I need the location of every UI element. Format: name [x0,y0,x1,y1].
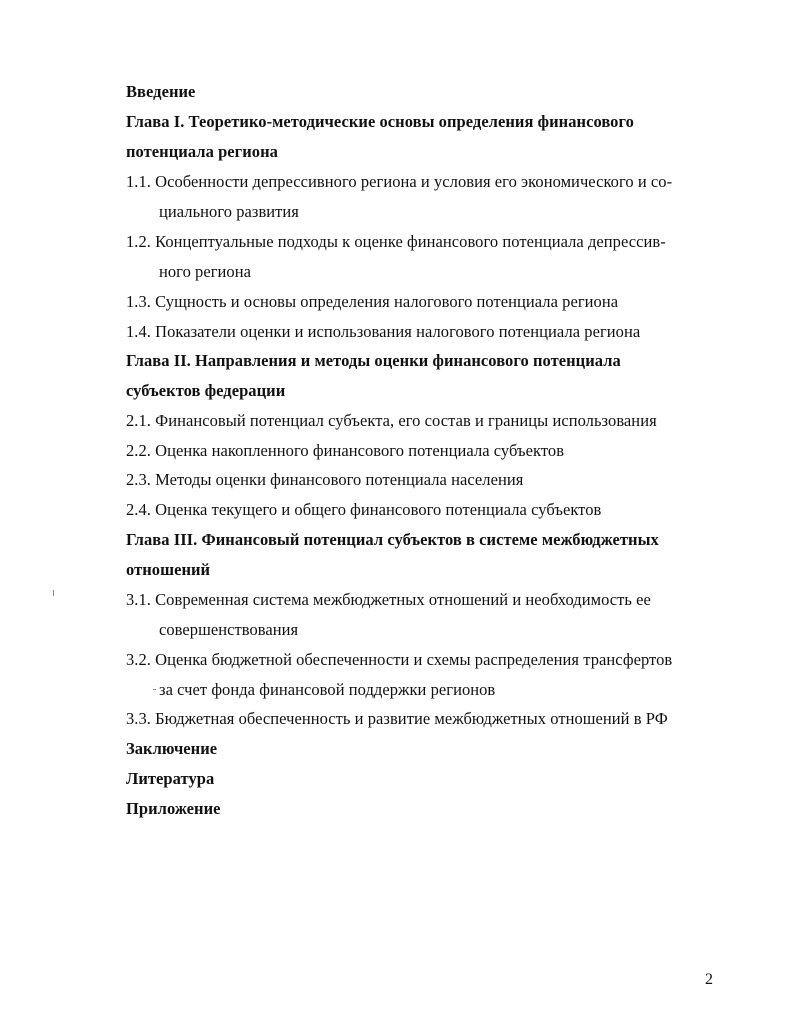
toc-section-1-1-cont: циального развития [159,202,299,221]
toc-section-3-1-cont: совершенствования [159,620,299,639]
toc-section-3-1: 3.1. Современная система межбюджетных отношений и необходимость ее [126,590,651,609]
toc-section-3-2-cont: за счет фонда финансовой поддержки регионов [159,680,496,699]
scan-speck [53,590,54,596]
scan-speck [153,689,156,690]
page-number: 2 [705,971,713,988]
toc-section-2-4: 2.4. Оценка текущего и общего финансового потенциала субъектов [126,500,602,519]
toc-conclusion: Заключение [126,739,218,758]
toc-section-1-1: 1.1. Особенности депрессивного региона и условия его экономического и со- [126,172,673,191]
toc-chapter-1-title-cont: потенциала региона [126,142,278,161]
toc-section-2-2: 2.2. Оценка накопленного финансового потенциала субъектов [126,441,565,460]
toc-chapter-3-title: Глава III. Финансовый потенциал субъектов в системе межбюджетных [126,530,659,549]
toc-chapter-2-title-cont: субъектов федерации [126,381,286,400]
toc-appendix: Приложение [126,799,221,818]
toc-literature: Литература [126,769,215,788]
toc-section-2-3: 2.3. Методы оценки финансового потенциала населения [126,470,524,489]
toc-section-1-4: 1.4. Показатели оценки и использования налогового потенциала региона [126,322,641,341]
toc-section-1-3: 1.3. Сущность и основы определения налогового потенциала региона [126,292,619,311]
toc-section-1-2-cont: ного региона [159,262,251,281]
toc-chapter-3-title-cont: отношений [126,560,211,579]
toc-introduction: Введение [126,82,196,101]
toc-section-3-2: 3.2. Оценка бюджетной обеспеченности и схемы распределения трансфертов [126,650,673,669]
toc-section-1-2: 1.2. Концептуальные подходы к оценке финансового потенциала депрессив- [126,232,666,251]
toc-chapter-1-title: Глава I. Теоретико-методические основы определения финансового [126,112,634,131]
toc-section-3-3: 3.3. Бюджетная обеспеченность и развитие межбюджетных отношений в РФ [126,709,668,728]
toc-section-2-1: 2.1. Финансовый потенциал субъекта, его состав и границы использования [126,411,657,430]
toc-chapter-2-title: Глава II. Направления и методы оценки финансового потенциала [126,351,621,370]
